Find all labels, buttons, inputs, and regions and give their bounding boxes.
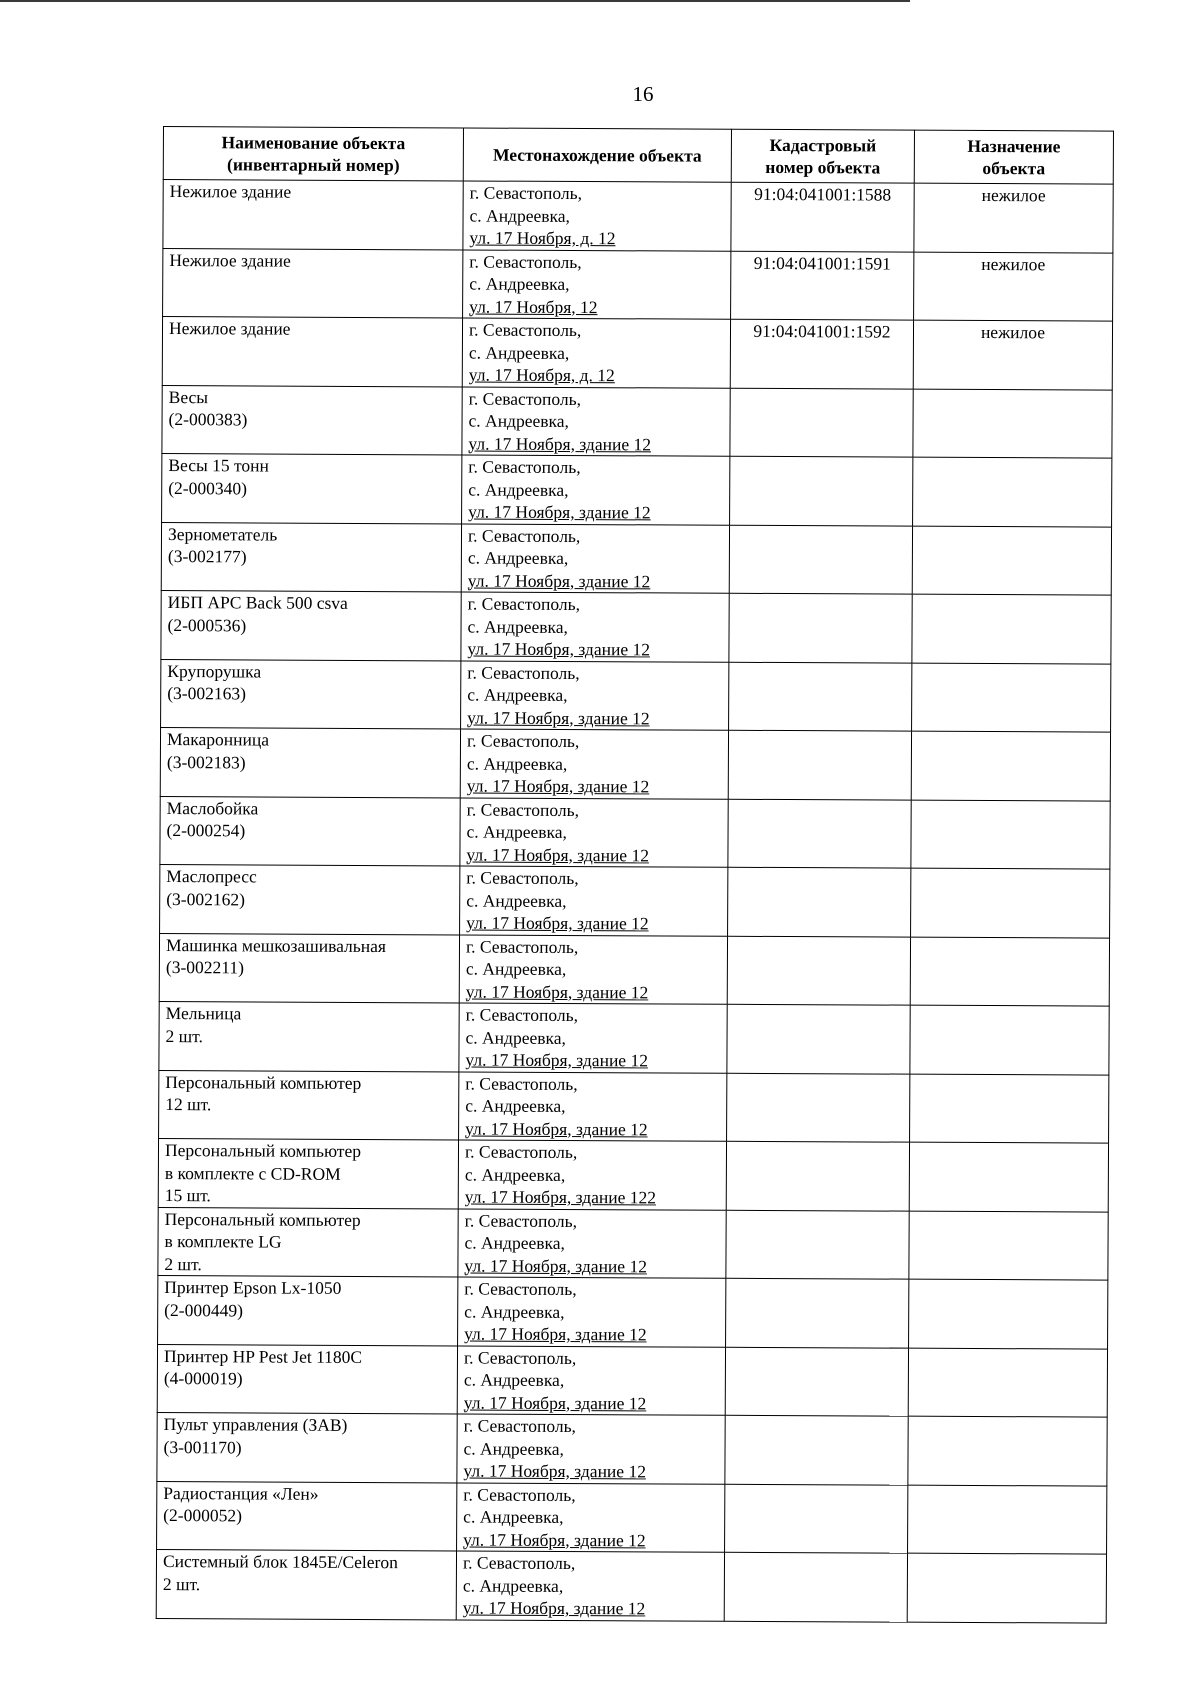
- object-name-cell: [157, 1344, 457, 1414]
- object-location-line: г. Севастополь,: [466, 798, 580, 820]
- object-purpose: [916, 1074, 1102, 1075]
- object-purpose: [916, 1143, 1102, 1144]
- object-location-line: с. Андреевка,: [466, 752, 568, 774]
- cadastral-number-cell: [730, 319, 913, 388]
- cadastral-number: [733, 1142, 903, 1143]
- table-row: [158, 1207, 1108, 1280]
- object-name-line: (4-000019): [163, 1368, 243, 1389]
- object-location-line: с. Андреевка,: [467, 684, 568, 705]
- object-location-line: с. Андреевка,: [463, 1506, 564, 1527]
- object-location-line: ул. 17 Ноября, здание 12: [463, 1528, 646, 1550]
- object-purpose: нежилое: [981, 185, 1046, 206]
- object-location-line: с. Андреевка,: [465, 1095, 566, 1116]
- object-name-line: 2 шт.: [164, 1253, 202, 1274]
- object-purpose: [918, 663, 1104, 664]
- object-location-line: г. Севастополь,: [468, 456, 581, 478]
- object-name-line: Весы 15 тонн: [168, 455, 269, 476]
- object-location-line: г. Севастополь,: [466, 730, 580, 752]
- object-purpose: [920, 389, 1106, 390]
- object-name-line: Маслобойка: [166, 797, 259, 818]
- object-location-cell: [461, 660, 729, 730]
- object-name-line: 2 шт.: [162, 1573, 201, 1594]
- object-purpose: [917, 1006, 1103, 1007]
- object-location-line: г. Севастополь,: [464, 1278, 577, 1300]
- object-name-line: Персональный компьютер: [164, 1140, 362, 1161]
- object-location-line: ул. 17 Ноября, здание 12: [465, 980, 649, 1002]
- cadastral-number-cell: [727, 1004, 910, 1073]
- object-purpose-cell: [912, 663, 1111, 732]
- object-location-line: г. Севастополь,: [465, 1072, 578, 1094]
- object-name-line: 2 шт.: [165, 1025, 203, 1046]
- cadastral-number: [736, 594, 906, 595]
- object-purpose-cell: [911, 731, 1110, 800]
- object-name-line: (3-002162): [166, 888, 246, 909]
- object-purpose: [917, 869, 1103, 870]
- object-location-line: г. Севастополь,: [465, 935, 579, 957]
- object-location-cell: [459, 1071, 727, 1141]
- object-location-cell: [459, 1003, 727, 1073]
- object-name-line: Машинка мешкозашивальная: [165, 934, 387, 956]
- object-name-cell: [160, 796, 460, 866]
- object-location-line: ул. 17 Ноября, здание 12: [467, 569, 651, 591]
- object-name-line: (2-000449): [164, 1299, 243, 1320]
- object-name-cell: [160, 864, 460, 934]
- object-name-line: Персональный компьютер: [164, 1208, 361, 1230]
- object-location-line: ул. 17 Ноября, здание 12: [468, 432, 652, 454]
- object-name-line: ИБП APC Back 500 csva: [167, 592, 348, 613]
- object-location-line: г. Севастополь,: [468, 387, 582, 409]
- cadastral-number: 91:04:041001:1591: [753, 252, 891, 274]
- object-location-line: с. Андреевка,: [466, 821, 567, 842]
- header-line: Кадастровый: [769, 134, 877, 156]
- object-purpose: нежилое: [981, 253, 1046, 274]
- page-number: 16: [632, 82, 654, 106]
- object-purpose: [919, 458, 1105, 459]
- object-name-line: Нежилое здание: [169, 249, 291, 271]
- object-purpose: [919, 526, 1105, 527]
- object-location-line: г. Севастополь,: [463, 1415, 577, 1437]
- object-name-line: Макаронница: [166, 729, 270, 750]
- object-name-line: (2-000383): [168, 409, 248, 430]
- header-line: (инвентарный номер): [226, 154, 400, 176]
- cadastral-number-cell: [730, 456, 913, 525]
- object-purpose: [919, 595, 1105, 596]
- object-location-cell: [458, 1277, 726, 1347]
- table-row: [159, 1070, 1109, 1143]
- cadastral-number-cell: [726, 1278, 909, 1347]
- object-location-line: с. Андреевка,: [469, 204, 570, 226]
- cadastral-number: [733, 1073, 903, 1074]
- object-purpose: [915, 1417, 1101, 1418]
- object-location-line: г. Севастополь,: [468, 319, 582, 341]
- object-location-line: с. Андреевка,: [469, 273, 570, 294]
- object-location-line: ул. 17 Ноября, здание 12: [463, 1391, 647, 1413]
- object-name-line: Принтер HP Pest Jet 1180C: [163, 1345, 363, 1367]
- cadastral-number: [732, 1347, 902, 1348]
- object-name-cell: [159, 1001, 459, 1071]
- object-location-line: с. Андреевка,: [463, 1369, 565, 1390]
- object-name-line: Принтер Epson Lx-1050: [164, 1277, 342, 1298]
- table-row: [157, 1344, 1107, 1417]
- cadastral-number: [731, 1553, 901, 1554]
- object-location-line: ул. 17 Ноября, здание 122: [464, 1186, 657, 1208]
- object-location-cell: [457, 1414, 725, 1484]
- table-row: [156, 1549, 1106, 1622]
- object-location-line: с. Андреевка,: [464, 1163, 566, 1185]
- table-row: [163, 248, 1113, 321]
- object-location-cell: [457, 1345, 725, 1415]
- object-purpose: [916, 1211, 1102, 1212]
- cadastral-number-cell: [725, 1484, 908, 1553]
- object-purpose: [918, 732, 1104, 733]
- object-purpose-cell: [908, 1416, 1107, 1485]
- object-purpose-cell: [910, 1074, 1109, 1143]
- cadastral-number-cell: [727, 1073, 910, 1142]
- table-row: [160, 796, 1110, 869]
- object-location-line: г. Севастополь,: [463, 1483, 576, 1505]
- cadastral-number-cell: [729, 593, 912, 662]
- cadastral-number-cell: [728, 730, 911, 799]
- object-purpose-cell: [914, 183, 1113, 252]
- object-location-line: г. Севастополь,: [467, 661, 580, 683]
- object-name-cell: [162, 317, 462, 387]
- object-location-cell: [462, 318, 730, 388]
- object-location-line: г. Севастополь,: [467, 593, 581, 615]
- object-name-line: Мельница: [165, 1003, 242, 1024]
- cadastral-number-cell: [731, 251, 914, 320]
- object-name-line: (2-000254): [166, 820, 246, 841]
- header-location: [463, 128, 731, 182]
- object-name-cell: [163, 248, 463, 318]
- object-purpose-cell: [914, 252, 1113, 321]
- table-row: [161, 522, 1111, 595]
- header-line: Местонахождение объекта: [492, 144, 702, 166]
- object-purpose: [915, 1280, 1101, 1281]
- object-name-line: Крупорушка: [167, 660, 262, 681]
- object-location-line: ул. 17 Ноября, д. 12: [469, 227, 616, 249]
- object-purpose-cell: [909, 1142, 1108, 1211]
- object-location-line: ул. 17 Ноября, здание 12: [465, 1117, 648, 1139]
- table-body: [156, 180, 1113, 1623]
- object-location-line: ул. 17 Ноября, здание 12: [467, 706, 650, 728]
- object-location-cell: [461, 523, 729, 593]
- table-row: [162, 317, 1112, 390]
- object-name-line: Нежилое здание: [168, 318, 291, 339]
- object-name-line: Маслопресс: [166, 866, 257, 887]
- cadastral-number: [737, 388, 907, 389]
- object-purpose-cell: [910, 1005, 1109, 1074]
- cadastral-number: [736, 457, 906, 458]
- object-purpose-cell: [912, 526, 1111, 595]
- table-row: [158, 1138, 1108, 1211]
- object-location-line: ул. 17 Ноября, здание 12: [467, 638, 651, 660]
- cadastral-number: [734, 868, 904, 869]
- object-purpose: [918, 800, 1104, 801]
- scan-edge-line: [0, 0, 910, 2]
- object-location-line: ул. 17 Ноября, здание 12: [463, 1460, 647, 1482]
- object-location-line: ул. 17 Ноября, здание 12: [462, 1597, 646, 1619]
- header-line: номер объекта: [765, 156, 881, 178]
- cadastral-number-cell: [728, 867, 911, 936]
- object-location-line: г. Севастополь,: [463, 1346, 577, 1368]
- object-location-line: ул. 17 Ноября, здание 12: [468, 501, 651, 523]
- table-row: [162, 385, 1112, 458]
- object-name-line: Системный блок 1845E/Celeron: [162, 1551, 398, 1573]
- object-name-line: в комплекте LG: [164, 1231, 282, 1252]
- table-row: [161, 590, 1111, 663]
- table-row: [160, 864, 1110, 937]
- object-purpose: [917, 937, 1103, 938]
- cadastral-number: [736, 525, 906, 526]
- object-location-line: г. Севастополь,: [464, 1209, 578, 1231]
- object-name-line: (3-001170): [163, 1436, 242, 1457]
- cadastral-number: [732, 1279, 902, 1280]
- object-name-line: (2-000052): [163, 1505, 242, 1526]
- object-name-line: (2-000536): [167, 614, 247, 635]
- cadastral-number: 91:04:041001:1592: [753, 320, 891, 342]
- table-row: [157, 1481, 1107, 1554]
- object-name-cell: [161, 522, 461, 592]
- object-name-line: Радиостанция «Лен»: [163, 1482, 319, 1504]
- object-purpose-cell: [908, 1348, 1107, 1417]
- object-name-line: (2-000340): [168, 477, 248, 498]
- object-location-line: с. Андреевка,: [465, 1026, 566, 1048]
- cadastral-number-cell: [726, 1141, 909, 1210]
- object-purpose-cell: [909, 1211, 1108, 1280]
- object-name-cell: [161, 659, 461, 729]
- cadastral-number: [735, 731, 905, 732]
- cadastral-number-cell: [729, 525, 912, 594]
- object-location-cell: [463, 249, 731, 319]
- object-location-cell: [462, 455, 730, 525]
- object-location-cell: [456, 1551, 724, 1621]
- object-location-line: г. Севастополь,: [464, 1141, 578, 1163]
- cadastral-number: [734, 936, 904, 937]
- object-location-line: с. Андреевка,: [468, 341, 570, 363]
- object-name-cell: [157, 1481, 457, 1551]
- object-name-cell: [159, 1070, 459, 1140]
- object-purpose-cell: [908, 1485, 1107, 1554]
- object-purpose-cell: [913, 320, 1112, 389]
- table-row: [157, 1412, 1107, 1485]
- object-name-line: 15 шт.: [164, 1185, 211, 1206]
- object-name-cell: [156, 1549, 456, 1619]
- cadastral-number-cell: [725, 1347, 908, 1416]
- cadastral-number-cell: [726, 1210, 909, 1279]
- cadastral-number-cell: [724, 1552, 907, 1621]
- object-name-line: Нежилое здание: [169, 181, 292, 202]
- object-location-cell: [459, 934, 727, 1004]
- object-purpose-cell: [912, 594, 1111, 663]
- header-line: Наименование объекта: [221, 132, 406, 154]
- object-name-cell: [161, 590, 461, 660]
- object-name-cell: [162, 453, 462, 523]
- table-row: [163, 180, 1113, 253]
- object-location-line: ул. 17 Ноября, здание 12: [465, 1049, 649, 1071]
- object-name-line: (3-002211): [165, 957, 245, 978]
- object-location-line: с. Андреевка,: [468, 478, 569, 500]
- table-header-row: [163, 127, 1113, 185]
- object-location-line: г. Севастополь,: [469, 182, 583, 204]
- object-location-cell: [461, 592, 729, 662]
- object-location-cell: [460, 797, 728, 867]
- object-purpose: [914, 1554, 1100, 1555]
- object-name-line: Пульт управления (ЗАВ): [163, 1414, 348, 1435]
- object-location-line: г. Севастополь,: [467, 524, 581, 546]
- object-name-line: (3-002163): [167, 683, 247, 704]
- table-row: [162, 453, 1112, 526]
- object-purpose-cell: [907, 1553, 1106, 1622]
- object-purpose-cell: [913, 457, 1112, 526]
- object-name-line: Весы: [168, 386, 209, 407]
- cadastral-number-cell: [727, 936, 910, 1005]
- object-name-line: в комплекте с CD-ROM: [164, 1162, 341, 1184]
- object-location-line: ул. 17 Ноября, здание 12: [464, 1323, 647, 1345]
- object-name-cell: [163, 180, 463, 250]
- object-name-line: (3-002177): [167, 546, 247, 567]
- cadastral-number-cell: [730, 388, 913, 457]
- table-row: [161, 659, 1111, 732]
- object-purpose: [914, 1485, 1100, 1486]
- table-row: [159, 933, 1109, 1006]
- object-location-line: с. Андреевка,: [468, 410, 569, 431]
- object-location-line: с. Андреевка,: [465, 958, 567, 979]
- cadastral-number: [734, 1005, 904, 1006]
- cadastral-number: [735, 799, 905, 800]
- table-row: [158, 1275, 1108, 1348]
- object-location-line: с. Андреевка,: [464, 1232, 565, 1253]
- object-name-cell: [158, 1207, 458, 1277]
- object-location-line: г. Севастополь,: [469, 250, 582, 272]
- object-location-cell: [460, 729, 728, 799]
- object-location-line: с. Андреевка,: [466, 889, 567, 911]
- inventory-table: [156, 126, 1114, 1623]
- object-location-line: ул. 17 Ноября, здание 12: [466, 912, 649, 934]
- object-purpose-cell: [913, 389, 1112, 458]
- object-purpose-cell: [911, 868, 1110, 937]
- cadastral-number: 91:04:041001:1588: [754, 183, 892, 205]
- object-location-line: с. Андреевка,: [467, 615, 568, 637]
- object-name-cell: [162, 385, 462, 455]
- table-row: [160, 727, 1110, 800]
- header-purpose: [914, 130, 1113, 184]
- cadastral-number-cell: [731, 182, 914, 251]
- object-location-line: ул. 17 Ноября, д. 12: [468, 364, 615, 386]
- object-location-line: ул. 17 Ноября, здание 12: [466, 775, 650, 797]
- cadastral-number-cell: [725, 1415, 908, 1484]
- object-name-line: Персональный компьютер: [165, 1071, 362, 1093]
- object-purpose: нежилое: [980, 321, 1046, 343]
- cadastral-number: [733, 1210, 903, 1211]
- header-name: [163, 127, 463, 181]
- object-name-line: Зернометатель: [167, 523, 278, 545]
- cadastral-number-cell: [728, 799, 911, 868]
- cadastral-number: [732, 1416, 902, 1417]
- object-location-cell: [460, 866, 728, 936]
- object-name-cell: [160, 727, 460, 797]
- cadastral-number: [731, 1484, 901, 1485]
- cadastral-number-cell: [729, 662, 912, 731]
- object-name-cell: [158, 1275, 458, 1345]
- object-location-cell: [463, 181, 731, 251]
- header-cadastral: [731, 129, 914, 183]
- header-line: объекта: [982, 158, 1046, 179]
- object-name-line: 12 шт.: [165, 1094, 212, 1115]
- object-location-line: г. Севастополь,: [466, 867, 579, 889]
- object-location-line: ул. 17 Ноября, 12: [469, 295, 598, 317]
- cadastral-number: [735, 662, 905, 663]
- object-purpose-cell: [909, 1279, 1108, 1348]
- object-name-line: (3-002183): [166, 751, 246, 772]
- object-name-cell: [159, 933, 459, 1003]
- object-location-line: с. Андреевка,: [464, 1300, 565, 1322]
- object-purpose-cell: [910, 937, 1109, 1006]
- object-location-line: с. Андреевка,: [462, 1574, 564, 1596]
- table-row: [159, 1001, 1109, 1074]
- object-name-cell: [157, 1412, 457, 1482]
- header-line: Назначение: [967, 135, 1061, 157]
- object-purpose: [915, 1348, 1101, 1349]
- object-location-line: г. Севастополь,: [462, 1552, 576, 1574]
- object-purpose-cell: [911, 800, 1110, 869]
- object-location-cell: [462, 386, 730, 456]
- object-location-cell: [458, 1140, 726, 1210]
- object-location-line: ул. 17 Ноября, здание 12: [464, 1254, 648, 1276]
- object-location-line: г. Севастополь,: [465, 1004, 579, 1026]
- object-name-cell: [158, 1138, 458, 1208]
- object-location-cell: [457, 1482, 725, 1552]
- object-location-line: с. Андреевка,: [467, 547, 569, 568]
- object-location-line: с. Андреевка,: [463, 1437, 564, 1459]
- object-location-cell: [458, 1208, 726, 1278]
- object-location-line: ул. 17 Ноября, здание 12: [466, 843, 650, 865]
